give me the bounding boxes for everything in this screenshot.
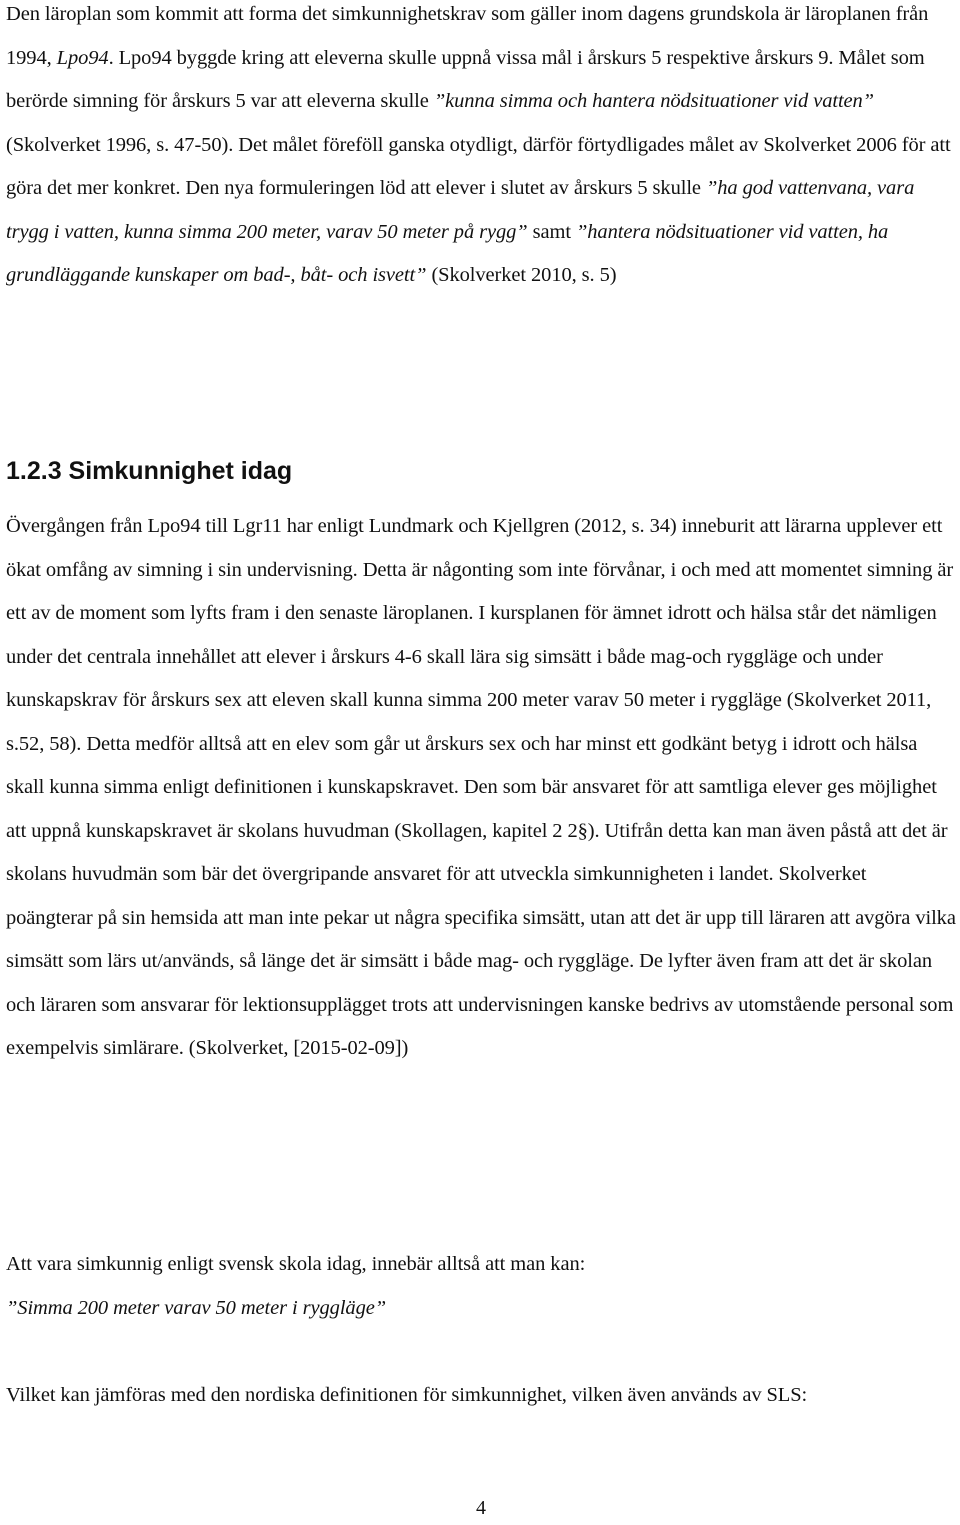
quote-italic: ”kunna simma och hantera nödsituationer vid vatten”	[433, 90, 874, 112]
text-span: (Skolverket 2010, s. 5)	[426, 264, 617, 286]
page-number: 4	[476, 1497, 486, 1519]
text-span: (Skolverket 1996, s. 47-50). Det målet föreföll ganska otydligt, därför förtydligades målet av Skolverket 2006 för att göra det mer konkret. Den nya formuleringen löd att elever i slutet av årskurs 5 skulle	[6, 133, 951, 199]
body-paragraph-simkunnighet: Övergången från Lpo94 till Lgr11 har enligt Lundmark och Kjellgren (2012, s. 34) inneburit att lärarna upplever ett ökat omfång av simning i sin undervisning. Detta är någonting som inte förvånar, i och med att momentet simning är ett av de moment som lyfts fram i den senaste läroplanen. I kursplanen för ämnet idrott och hälsa står det nämligen under det centrala innehållet att elever i årskurs 4-6 skall lära sig simsätt i både mag-och ryggläge och under kunskapskrav för årskurs sex att eleven skall kunna simma 200 meter varav 50 meter i ryggläge (Skolverket 2011, s.52, 58). Detta medför alltså att en elev som går ut årskurs sex och har minst ett godkänt betyg i idrott och hälsa skall kunna simma enligt definitionen i kunskapskravet. Den som bär ansvaret för att samtliga elever ges möjlighet att uppnå kunskapskravet är skolans huvudman (Skollagen, kapitel 2 2§). Utifrån detta kan man även påstå att det är skolans huvudmän som bär det övergripande ansvaret för att utveckla simkunnigheten i landet. Skolverket poängterar på sin hemsida att man inte pekar ut några specifika simsätt, utan att det är upp till läraren att avgöra vilka simsätt som lärs ut/används, så länge det är simsätt i både mag- och ryggläge. De lyfter även fram att det är skolan och läraren som ansvarar för lektionsupplägget trots att undervisningen kanske bedrivs av utomstående personal som exempelvis simlärare. (Skolverket, [2015-02-09])	[6, 515, 956, 1059]
text-span: . Lpo94 byggde kring att eleverna skulle uppnå vissa mål i årskurs 5 respektive årskurs 9. Målet som berörde simning för årskurs 5 var att eleverna skulle	[6, 46, 925, 112]
quote-italic: ”ha god vattenvana, vara trygg i vatten, kunna simma 200 meter, varav 50 meter på rygg”	[6, 177, 915, 243]
body-paragraph-lpo94	[6, 0, 956, 298]
section-heading: 1.2.3 Simkunnighet idag	[6, 457, 293, 485]
text-span: Att vara simkunnig enligt svensk skola idag, innebär alltså att man kan:	[6, 1253, 586, 1275]
text-span: samt	[527, 220, 576, 243]
italic-text: Lpo94	[56, 46, 109, 69]
body-paragraph-nordic: Vilket kan jämföras med den nordiska definitionen för simkunnighet, vilken även används av SLS:	[6, 1384, 808, 1406]
quote-italic: ”Simma 200 meter varav 50 meter i ryggläge”	[6, 1296, 387, 1319]
quote-italic: ”hantera nödsituationer vid vatten, ha grundläggande kunskaper om bad-, båt- och isvett”	[6, 220, 889, 286]
document-page	[6, 0, 956, 1525]
body-paragraph-definition	[6, 1243, 956, 1330]
text-span: Den läroplan som kommit att forma det simkunnighetskrav som gäller inom dagens grundskola är läroplanen från 1994,	[6, 3, 929, 69]
